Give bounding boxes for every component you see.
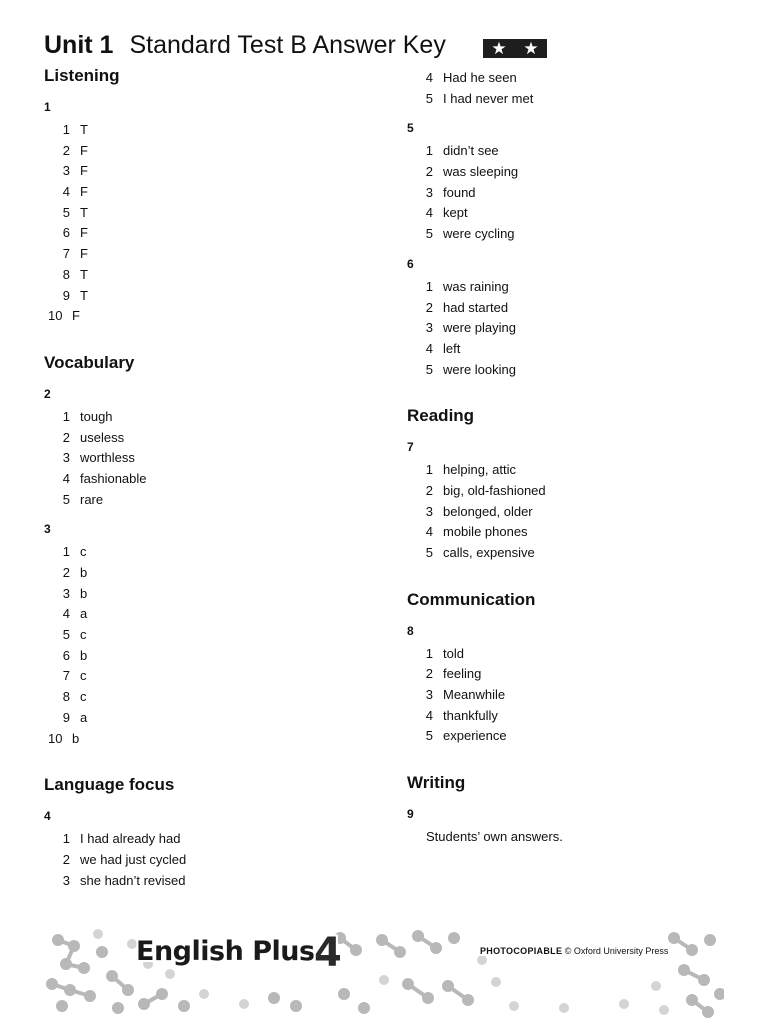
answer-item	[407, 543, 737, 564]
answer-item	[407, 706, 737, 727]
answer-text: c	[80, 627, 87, 643]
answer-text: told	[443, 645, 464, 661]
answer-item	[44, 666, 374, 687]
answer-item	[44, 306, 374, 327]
answer-number: 1	[425, 278, 433, 294]
answer-number: 3	[62, 163, 70, 179]
answer-text: were cycling	[443, 226, 515, 242]
answer-text: she hadn’t revised	[80, 872, 186, 888]
answer-number: 4	[425, 707, 433, 723]
answer-item	[44, 542, 374, 563]
answer-text: T	[80, 204, 88, 220]
answer-number: 4	[425, 205, 433, 221]
answer-text: useless	[80, 429, 125, 445]
answer-item	[407, 183, 737, 204]
answer-number: 5	[425, 728, 433, 744]
page-title	[44, 31, 446, 65]
answer-item	[407, 203, 737, 224]
exercise-number: 6	[407, 256, 414, 271]
answer-text: fashionable	[80, 470, 147, 486]
answer-text: kept	[443, 205, 468, 221]
answer-text: we had just cycled	[80, 851, 187, 867]
answer-text: worthless	[80, 450, 135, 466]
answer-item	[44, 161, 374, 182]
answer-item	[407, 224, 737, 245]
answer-number: 2	[425, 164, 433, 180]
exercise-group	[407, 438, 737, 563]
answer-number: 6	[62, 647, 70, 663]
exercise-number: 2	[44, 386, 51, 401]
answer-number: 2	[62, 851, 70, 867]
answer-item	[407, 522, 737, 543]
answer-list	[407, 644, 737, 747]
answer-item	[407, 298, 737, 319]
answer-list	[407, 277, 737, 380]
answer-number: 1	[62, 122, 70, 137]
answer-text: mobile phones	[443, 524, 528, 540]
exercise-number: 3	[44, 522, 51, 537]
answer-item	[44, 687, 374, 708]
answer-text: I had already had	[80, 831, 181, 847]
answer-number: 9	[62, 709, 70, 725]
answer-number: 4	[425, 524, 433, 540]
answer-item	[44, 141, 374, 162]
answer-item	[44, 203, 374, 224]
series-logo: English Plus	[136, 936, 315, 967]
answer-item	[407, 502, 737, 523]
answer-number: 1	[62, 831, 70, 847]
answer-text: calls, expensive	[443, 545, 535, 560]
answer-item	[44, 244, 374, 265]
answer-item	[407, 360, 737, 381]
left-column	[44, 64, 374, 891]
answer-item	[44, 448, 374, 469]
answer-item	[44, 646, 374, 667]
copyright-notice	[478, 946, 670, 956]
answer-number: 5	[425, 90, 433, 106]
answer-item	[407, 318, 737, 339]
answer-item	[44, 265, 374, 286]
answer-item	[44, 708, 374, 729]
answer-text: belonged, older	[443, 503, 533, 519]
section-heading: Writing	[407, 773, 466, 793]
answer-item	[44, 829, 374, 850]
exercise-group	[407, 805, 737, 847]
series-level: 4	[314, 930, 342, 976]
answer-item	[407, 141, 737, 162]
answer-text: helping, attic	[443, 462, 516, 478]
difficulty-stars-icon: ★ ★	[483, 39, 547, 58]
section-communication	[407, 588, 737, 747]
answer-item	[44, 490, 374, 511]
answer-item	[44, 120, 374, 141]
answer-list	[44, 829, 374, 891]
section-heading: Language focus	[44, 775, 175, 795]
answer-number: 2	[62, 429, 70, 445]
answer-text: T	[80, 266, 88, 282]
answer-text: were playing	[443, 320, 516, 336]
answer-number: 2	[62, 142, 70, 158]
answer-item	[44, 871, 374, 892]
section-reading	[407, 404, 737, 563]
title-subtitle: Standard Test B Answer Key	[129, 31, 446, 59]
answer-text: thankfully	[443, 707, 498, 723]
answer-item	[44, 182, 374, 203]
answer-number: 3	[425, 687, 433, 703]
answer-text: a	[80, 606, 88, 622]
answer-text: b	[72, 730, 80, 746]
answer-list	[44, 542, 374, 749]
answer-number: 9	[62, 287, 70, 303]
answer-item	[407, 162, 737, 183]
unit-label: Unit 1	[44, 31, 114, 59]
answer-number: 7	[62, 668, 70, 684]
answer-text: rare	[80, 491, 104, 507]
answer-item	[407, 89, 737, 110]
answer-item	[407, 277, 737, 298]
answer-item	[44, 286, 374, 307]
answer-number: 2	[425, 482, 433, 498]
answer-number: 3	[62, 872, 70, 888]
section-heading: Vocabulary	[44, 352, 135, 372]
answer-text: experience	[443, 728, 507, 744]
answer-text: b	[80, 585, 88, 601]
answer-list	[44, 407, 374, 510]
answer-number: 4	[62, 606, 70, 622]
answer-number: 6	[62, 225, 70, 241]
answer-number: 3	[62, 450, 70, 466]
section-listening	[44, 64, 374, 327]
answer-item	[407, 644, 737, 665]
answer-number: 3	[62, 585, 70, 601]
answer-item	[44, 604, 374, 625]
answer-text: didn’t see	[443, 143, 499, 159]
answer-text: b	[80, 565, 88, 580]
answer-text: was raining	[443, 278, 509, 294]
answer-number: 1	[425, 645, 433, 661]
answer-number: 1	[425, 462, 433, 478]
answer-number: 5	[425, 226, 433, 242]
answer-text: F	[80, 142, 88, 158]
answer-number: 4	[62, 184, 70, 200]
exercise-number: 9	[407, 807, 414, 822]
answer-list	[44, 120, 374, 327]
exercise-group	[44, 807, 374, 891]
answer-number: 2	[425, 666, 433, 682]
answer-text: F	[80, 246, 88, 262]
exercise-number: 8	[407, 623, 414, 638]
section-language-focus	[44, 773, 374, 891]
answer-item	[44, 469, 374, 490]
answer-text: F	[80, 184, 88, 200]
answer-item	[44, 625, 374, 646]
answer-text: big, old-fashioned	[443, 482, 546, 498]
answer-text: left	[443, 340, 461, 356]
continued-answer-list	[407, 68, 737, 109]
answer-text: b	[80, 647, 88, 663]
answer-text: F	[72, 308, 80, 324]
answer-text: had started	[443, 299, 509, 315]
answer-item	[407, 460, 737, 481]
answer-list	[407, 460, 737, 563]
answer-text: c	[80, 668, 87, 684]
answer-number: 1	[62, 544, 70, 560]
answer-item	[407, 726, 737, 747]
answer-item	[407, 339, 737, 360]
answer-item	[44, 729, 374, 750]
answer-item	[44, 223, 374, 244]
answer-number: 5	[425, 361, 433, 377]
answer-text: Meanwhile	[443, 687, 506, 703]
exercise-number: 5	[407, 121, 414, 136]
answer-text: F	[80, 225, 88, 241]
exercise-group	[407, 622, 737, 747]
answer-number: 7	[62, 246, 70, 262]
answer-number: 5	[62, 204, 70, 220]
answer-text: c	[80, 544, 87, 560]
section-heading: Communication	[407, 589, 536, 609]
answer-number: 10	[48, 730, 63, 746]
section-vocabulary	[44, 351, 374, 749]
answer-text: Had he seen	[443, 70, 517, 85]
exercise-number: 7	[407, 440, 414, 455]
answer-item	[44, 407, 374, 428]
answer-number: 2	[62, 565, 70, 580]
answer-item	[44, 584, 374, 605]
answer-text: were looking	[443, 361, 516, 377]
answer-number: 3	[425, 320, 433, 336]
answer-item	[407, 685, 737, 706]
photocopiable-label: PHOTOCOPIABLE	[480, 946, 563, 956]
exercise-group	[44, 385, 374, 749]
answer-text: a	[80, 709, 88, 725]
answer-item	[407, 68, 737, 89]
answer-number: 3	[425, 503, 433, 519]
answer-text: c	[80, 689, 87, 705]
answer-number: 10	[48, 308, 63, 324]
exercise-number: 1	[44, 100, 51, 114]
answer-item	[407, 664, 737, 685]
right-column	[407, 68, 737, 847]
answer-text: I had never met	[443, 90, 534, 106]
answer-text: T	[80, 122, 88, 137]
answer-item	[407, 481, 737, 502]
answer-number: 4	[62, 470, 70, 486]
answer-text: T	[80, 287, 88, 303]
answer-number: 5	[62, 491, 70, 507]
exercise-group	[44, 98, 374, 327]
answer-text: tough	[80, 408, 113, 424]
exercise-number: 4	[44, 809, 51, 824]
answer-number: 5	[425, 545, 433, 560]
section-writing	[407, 771, 737, 847]
footer-banner	[44, 924, 724, 1018]
answer-list	[407, 141, 737, 244]
exercise-note: Students’ own answers.	[426, 829, 563, 845]
answer-number: 8	[62, 689, 70, 705]
answer-text: feeling	[443, 666, 482, 682]
answer-text: was sleeping	[443, 164, 519, 180]
answer-item	[44, 850, 374, 871]
answer-number: 4	[425, 340, 433, 356]
answer-item	[44, 428, 374, 449]
answer-number: 8	[62, 266, 70, 282]
section-grammar-continued	[407, 119, 737, 380]
publisher-label: © Oxford University Press	[564, 946, 669, 956]
answer-item	[44, 563, 374, 584]
answer-number: 2	[425, 299, 433, 315]
section-heading: Listening	[44, 66, 120, 85]
answer-number: 1	[425, 143, 433, 159]
answer-text: F	[80, 163, 88, 179]
exercise-group	[407, 119, 737, 380]
answer-number: 3	[425, 184, 433, 200]
answer-number: 1	[62, 408, 70, 424]
answer-number: 4	[425, 70, 433, 85]
answer-text: found	[443, 184, 476, 200]
answer-number: 5	[62, 627, 70, 643]
section-heading: Reading	[407, 406, 475, 426]
